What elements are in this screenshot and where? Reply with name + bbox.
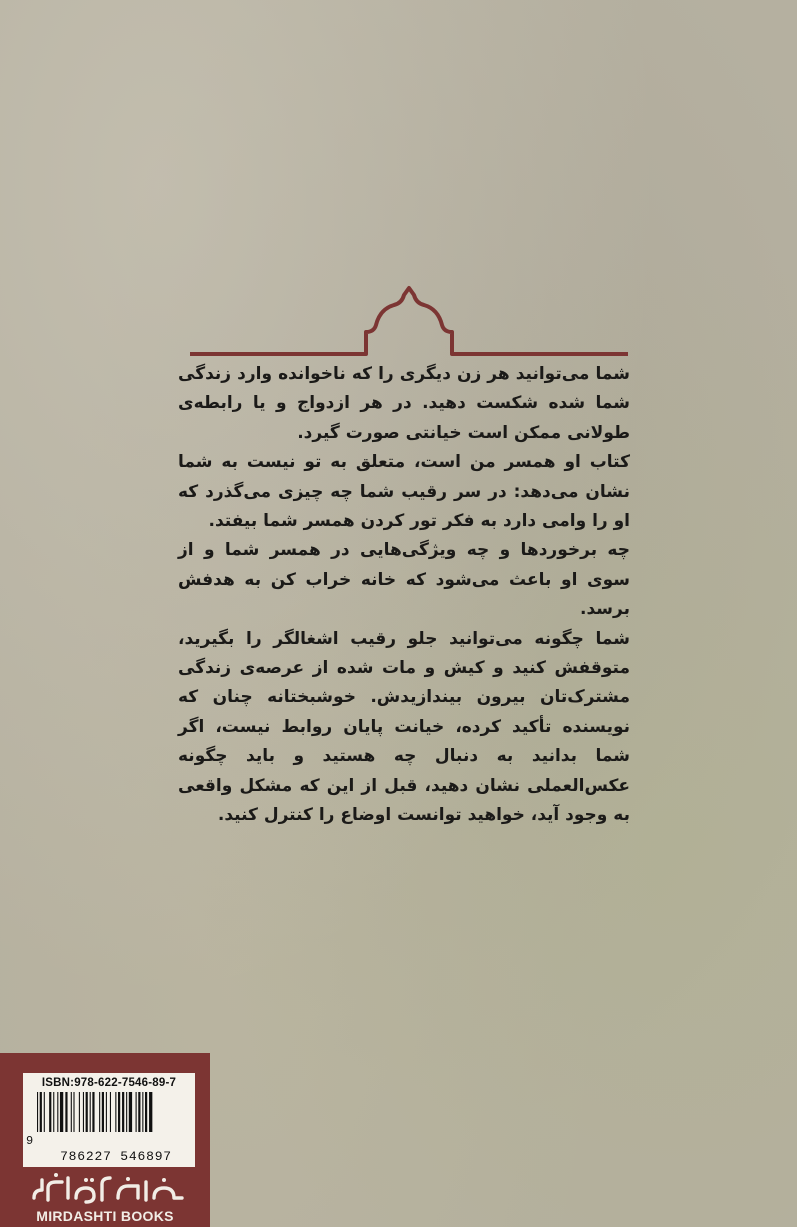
barcode-digits: 786227 546897	[60, 1149, 172, 1164]
isbn-barcode	[23, 1073, 195, 1167]
blurb-paragraph: شما چگونه می‌توانید جلو رقیب اشغالگر را بگیرید، متوقفش کنید و کیش و مات شده از عرصه‌ی زندگی مشترک‌تان بیرون بیندازیدش. خوشبختانه چنان که نویسنده تأکید کرده، خیانت پایان روابط نیست، اگر شما بدانید به دنبال چه هستید و باید چگونه عکس‌العملی نشان دهید، قبل از این که مشکل واقعی به وجود آید، خواهید توانست اوضاع را کنترل کنید.	[178, 628, 630, 826]
blurb-paragraph: چه برخوردها و چه ویژگی‌هایی در همسر شما و از سوی او باعث می‌شود که خانه خراب کن به هدفش برسد.	[178, 540, 630, 620]
isbn-label: ISBN:978-622-7546-89-7	[41, 1077, 177, 1089]
dome-arch-divider-icon	[190, 283, 628, 359]
blurb-paragraph: کتاب او همسر من است، متعلق به تو نیست به شما نشان می‌دهد: در سر رقیب شما چه چیزی می‌گذرد که او را وامی دارد به فکر تور کردن همسر شما بیفتد.	[178, 452, 630, 532]
barcode-first-digit: 9	[26, 1134, 34, 1148]
mirdashti-calligraphy-logo-icon	[28, 1170, 188, 1206]
blurb-paragraph: شما می‌توانید هر زن دیگری را که ناخوانده وارد زندگی شما شده شکست دهید. در هر ازدواج و یا رابطه‌ی طولانی ممکن است خیانتی صورت گیرد.	[178, 364, 630, 443]
blurb-text	[178, 360, 630, 831]
barcode-bars	[23, 1092, 195, 1148]
publisher-name: MIRDASHTI BOOKS	[36, 1208, 174, 1224]
